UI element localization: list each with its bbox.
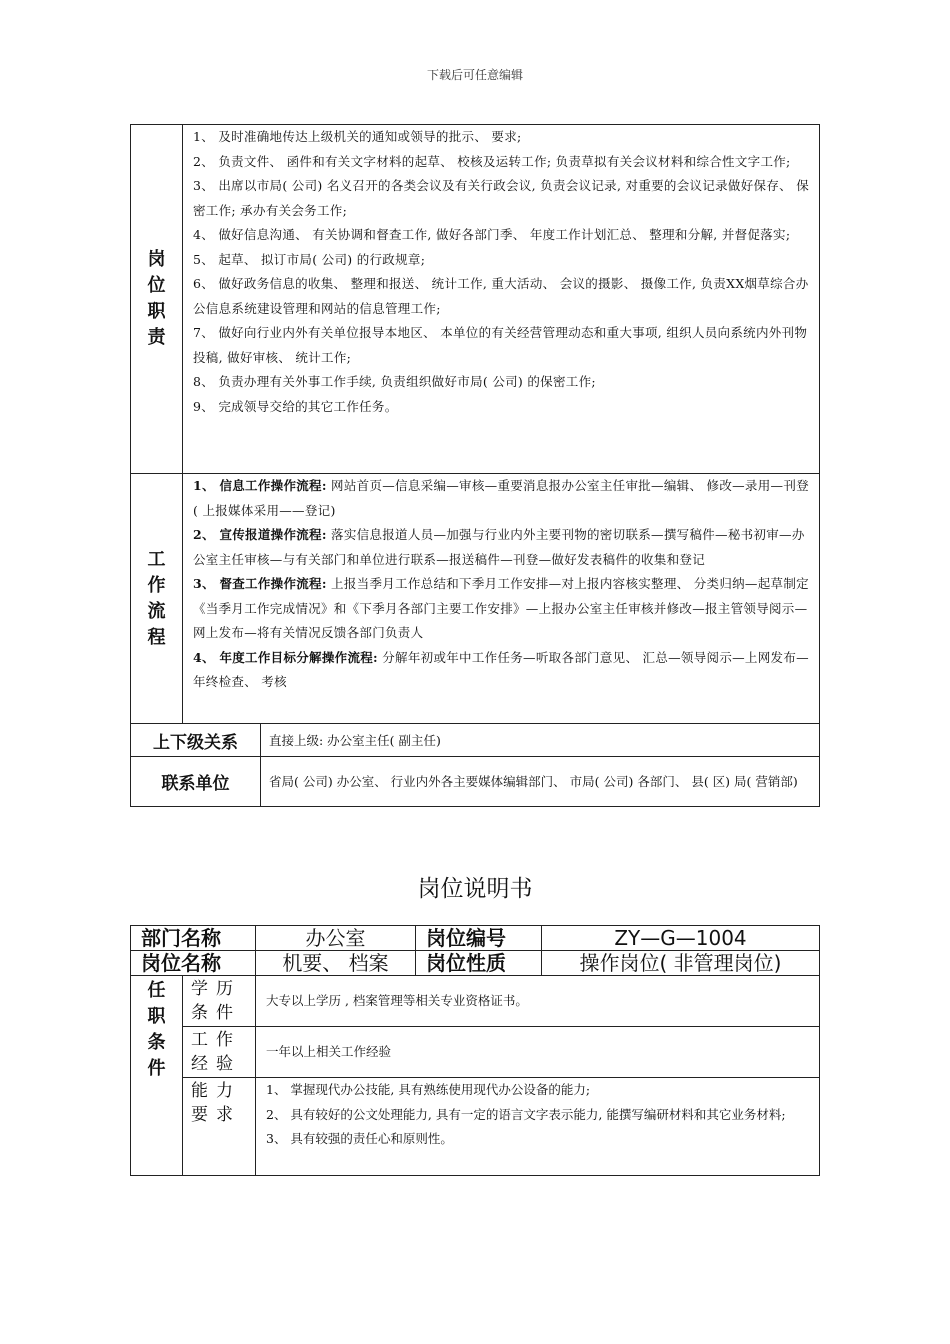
duties-label-char: 职 [147, 301, 166, 322]
duty-item: 3、 出席以市局( 公司) 名义召开的各类会议及有关行政会议, 负责会议记录, 对重要的会议记录做好保存、 保密工作; 承办有关会务工作; [193, 178, 809, 218]
dept-name-value: 办公室 [256, 926, 416, 951]
qualifications-label [131, 976, 183, 1176]
duties-label-char: 责 [147, 327, 166, 348]
workflow-item [183, 523, 819, 572]
qualifications-label-char: 职 [147, 1006, 166, 1027]
workflow-content [183, 474, 820, 724]
relation-value: 直接上级: 办公室主任( 副主任) [261, 724, 820, 757]
contact-value: 省局( 公司) 办公室、 行业内外各主要媒体编辑部门、 市局( 公司) 各部门、 县( 区) 局( 营销部) [261, 757, 820, 807]
workflow-item-text: 分解年初或年中工作任务—听取各部门意见、 汇总—领导阅示—上网发布—年终检查、 考核 [193, 649, 809, 689]
ability-item: 1、 掌握现代办公技能, 具有熟练使用现代办公设备的能力; [266, 1082, 591, 1097]
duty-item: 5、 起草、 拟订市局( 公司) 的行政规章; [193, 251, 426, 267]
workflow-label-char: 作 [147, 574, 166, 596]
document-title: 岗位说明书 [417, 876, 533, 902]
workflow-item [183, 474, 819, 523]
page-header-note: 下载后可任意编辑 [426, 68, 523, 82]
experience-value: 一年以上相关工作经验 [256, 1027, 820, 1078]
workflow-item-text: 网站首页—信息采编—审核—重要消息报办公室主任审批—编辑、 修改—录用—刊登( 上报媒体采用——登记) [193, 478, 809, 518]
ability-item: 2、 具有较好的公文处理能力, 具有一定的语言文字表示能力, 能撰写编研材料和其它业务材料; [266, 1106, 786, 1122]
ability-content [256, 1078, 820, 1176]
contact-label: 联系单位 [131, 757, 261, 807]
job-spec-table [130, 925, 820, 1176]
workflow-item [183, 646, 819, 695]
duties-content [183, 125, 820, 474]
workflow-label [131, 474, 183, 724]
duty-item: 6、 做好政务信息的收集、 整理和报送、 统计工作, 重大活动、 会议的摄影、 摄像工作, 负责XX烟草综合办公信息系统建设管理和网站的信息管理工作; [193, 276, 809, 316]
position-code-label: 岗位编号 [416, 926, 542, 951]
workflow-item-head: 3、 督查工作操作流程: [193, 576, 327, 591]
workflow-item-text: 落实信息报道人员—加强与行业内外主要刊物的密切联系—撰写稿件—秘书初审—办公室主任审核—与有关部门和单位进行联系—报送稿件—刊登—做好发表稿件的收集和登记 [193, 527, 805, 567]
workflow-label-char: 流 [147, 600, 166, 622]
position-name-label: 岗位名称 [131, 951, 256, 976]
duties-label-char: 位 [147, 275, 166, 296]
qualifications-label-char: 条 [147, 1032, 166, 1053]
duty-item: 7、 做好向行业内外有关单位报导本地区、 本单位的有关经营管理动态和重大事项, 组织人员向系统内外刊物投稿, 做好审核、 统计工作; [193, 325, 808, 365]
duty-item: 9、 完成领导交给的其它工作任务。 [193, 398, 398, 414]
position-nature-value: 操作岗位( 非管理岗位) [542, 951, 820, 976]
duties-label [131, 125, 183, 474]
education-label: 学历条件 [183, 976, 256, 1027]
workflow-label-char: 程 [147, 626, 166, 648]
duties-table [130, 124, 820, 807]
qualifications-label-char: 任 [147, 980, 166, 1001]
workflow-item-text: 上报当季月工作总结和下季月工作安排—对上报内容核实整理、 分类归纳—起草制定《当季月工作完成情况》和《下季月各部门主要工作安排》—上报办公室主任审核并修改—报主管领导阅示—网上发布—将有关情况反馈各部门负责人 [193, 576, 809, 640]
position-nature-label: 岗位性质 [416, 951, 542, 976]
duty-item: 4、 做好信息沟通、 有关协调和督查工作, 做好各部门季、 年度工作计划汇总、 整理和分解, 并督促落实; [193, 227, 791, 242]
workflow-item-head: 1、 信息工作操作流程: [193, 478, 327, 493]
ability-item: 3、 具有较强的责任心和原则性。 [266, 1131, 453, 1146]
duty-item: 8、 负责办理有关外事工作手续, 负责组织做好市局( 公司) 的保密工作; [193, 374, 596, 389]
experience-label: 工作经验 [183, 1027, 256, 1078]
position-code-value: ZY—G—1004 [542, 926, 820, 951]
workflow-item-head: 2、 宣传报道操作流程: [193, 527, 327, 542]
workflow-item [183, 572, 819, 646]
position-name-value: 机要、 档案 [256, 951, 416, 976]
relation-label: 上下级关系 [131, 724, 261, 757]
qualifications-label-char: 件 [147, 1058, 166, 1079]
workflow-item-head: 4、 年度工作目标分解操作流程: [193, 649, 378, 665]
duty-item: 1、 及时准确地传达上级机关的通知或领导的批示、 要求; [193, 129, 522, 144]
duty-item: 2、 负责文件、 函件和有关文字材料的起草、 校核及运转工作; 负责草拟有关会议材料和综合性文字工作; [193, 153, 791, 169]
ability-label: 能力要求 [183, 1078, 256, 1176]
workflow-label-char: 工 [147, 548, 166, 570]
education-value: 大专以上学历 , 档案管理等相关专业资格证书。 [256, 976, 820, 1027]
duties-label-char: 岗 [147, 249, 166, 270]
dept-name-label: 部门名称 [131, 926, 256, 951]
